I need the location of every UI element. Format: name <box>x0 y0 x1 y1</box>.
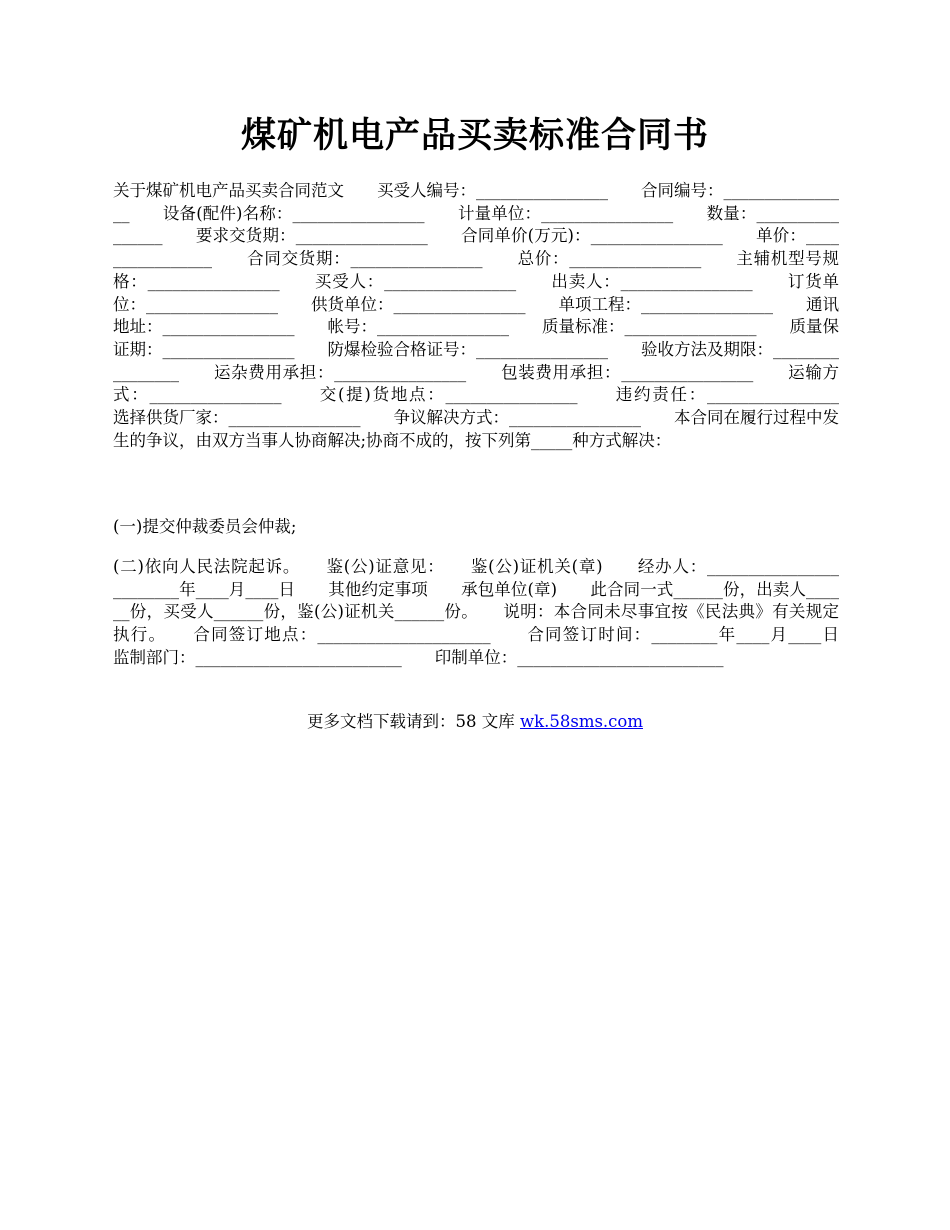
footer-link[interactable]: wk.58sms.com <box>519 712 643 731</box>
contract-fields-paragraph: 关于煤矿机电产品买卖合同范文 买受人编号：________________ 合同编号：________________ 设备(配件)名称：________________ 计量单位：________________ 数量：________________ 要求交货期：________________ 合同单价(万元)：________________ 单价：________________ 合同交货期：________________ 总价：________________ 主辅机型号规格：________________ 买受人：________________ 出卖人：________________ 订货单位：________________ 供货单位：________________ 单项工程：________________ 通讯地址：________________ 帐号：________________ 质量标准：________________ 质量保证期：________________ 防爆检验合格证号：________________ 验收方法及期限：________________ 运杂费用承担：________________ 包装费用承担：________________ 运输方式：________________ 交(提)货地点：________________ 违约责任：________________ 选择供货厂家：________________ 争议解决方式：________________ 本合同在履行过程中发生的争议，由双方当事人协商解决;协商不成的，按下列第_____种方式解决： <box>113 181 872 450</box>
download-footer <box>0 711 950 733</box>
footer-prefix-text: 更多文档下载请到：58 文库 <box>306 712 520 731</box>
document-title: 煤矿机电产品买卖标准合同书 <box>240 115 709 156</box>
dispute-option-arbitration: (一)提交仲裁委员会仲裁; <box>113 517 297 536</box>
signature-section-paragraph: (二)依向人民法院起诉。 鉴(公)证意见： 鉴(公)证机关(章) 经办人：________________ ________年____月____日 其他约定事项 承包单位(章) 此合同一式______份，出卖人______份，买受人______份，鉴(公)证机关______份。 说明：本合同未尽事宜按《民法典》有关规定执行。 合同签订地点：_____________________ 合同签订时间：________年____月____日 监制部门：_________________________ 印制单位：_________________________ <box>113 557 872 667</box>
